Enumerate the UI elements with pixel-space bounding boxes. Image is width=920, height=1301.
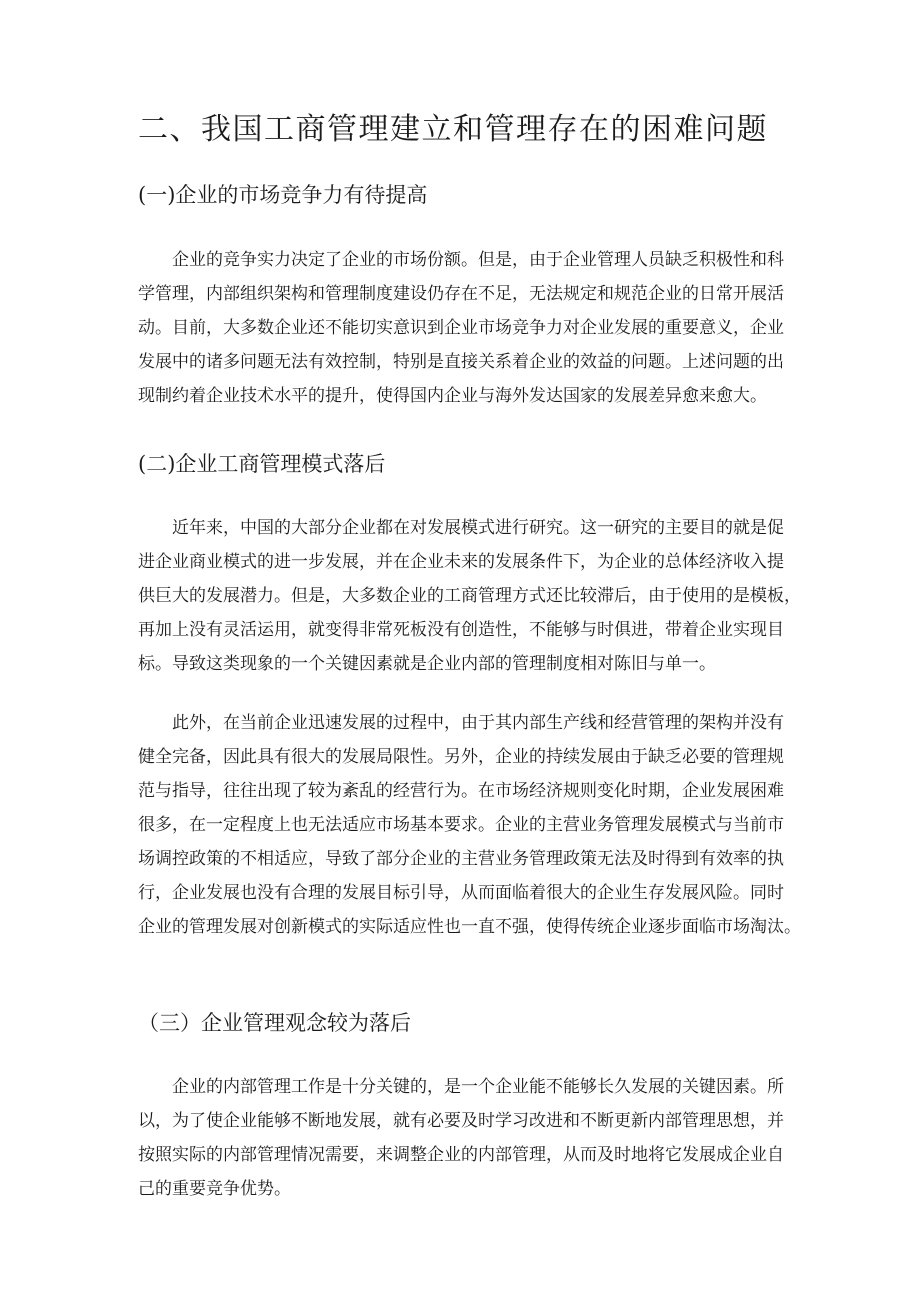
- paragraph-line: 企业的竞争实力决定了企业的市场份额。但是，由于企业管理人员缺乏积极性和科: [172, 250, 784, 270]
- section-3-paragraph-1: [138, 1070, 784, 1206]
- section-1-paragraph-1: [138, 243, 784, 413]
- paragraph-line: 企业的管理发展对创新模式的实际适应性也一直不强，使得传统企业逐步面临市场淘汰。: [138, 917, 801, 937]
- paragraph-line: 己的重要竞争优势。: [138, 1179, 291, 1199]
- paragraph-line: 标。导致这类现象的一个关键因素就是企业内部的管理制度相对陈旧与单一。: [138, 654, 716, 674]
- paragraph-line: 此外，在当前企业迅速发展的过程中，由于其内部生产线和经营管理的架构并没有: [172, 713, 784, 733]
- paragraph-line: 健全完备，因此具有很大的发展局限性。另外，企业的持续发展由于缺乏必要的管理规: [138, 747, 784, 767]
- paragraph-line: 企业的内部管理工作是十分关键的，是一个企业能不能够长久发展的关键因素。所: [172, 1077, 784, 1097]
- paragraph-line: 行，企业发展也没有合理的发展目标引导，从而面临着很大的企业生存发展风险。同时: [138, 883, 784, 903]
- paragraph-line: 供巨大的发展潜力。但是，大多数企业的工商管理方式还比较滞后，由于使用的是模板，: [138, 586, 801, 606]
- paragraph-line: 现制约着企业技术水平的提升，使得国内企业与海外发达国家的发展差异愈来愈大。: [138, 386, 767, 406]
- section-2-paragraph-2: [138, 706, 801, 944]
- paragraph-line: 近年来，中国的大部分企业都在对发展模式进行研究。这一研究的主要目的就是促: [172, 518, 784, 538]
- page-title: 二、我国工商管理建立和管理存在的困难问题: [138, 112, 768, 147]
- paragraph-line: 发展中的诸多问题无法有效控制，特别是直接关系着企业的效益的问题。上述问题的出: [138, 352, 784, 372]
- paragraph-line: 范与指导，往往出现了较为紊乱的经营行为。在市场经济规则变化时期，企业发展困难: [138, 781, 784, 801]
- section-2-paragraph-1: [138, 511, 801, 681]
- section-heading-2: (二)企业工商管理模式落后: [138, 452, 386, 476]
- paragraph-line: 动。目前，大多数企业还不能切实意识到企业市场竞争力对企业发展的重要意义，企业: [138, 318, 784, 338]
- paragraph-line: 场调控政策的不相适应，导致了部分企业的主营业务管理政策无法及时得到有效率的执: [138, 849, 784, 869]
- paragraph-line: 学管理，内部组织架构和管理制度建设仍存在不足，无法规定和规范企业的日常开展活: [138, 284, 784, 304]
- paragraph-line: 按照实际的内部管理情况需要，来调整企业的内部管理，从而及时地将它发展成企业自: [138, 1145, 784, 1165]
- section-heading-3: （三）企业管理观念较为落后: [138, 1011, 411, 1035]
- paragraph-line: 再加上没有灵活运用，就变得非常死板没有创造性，不能够与时俱进，带着企业实现目: [138, 620, 784, 640]
- paragraph-line: 以，为了使企业能够不断地发展，就有必要及时学习改进和不断更新内部管理思想，并: [138, 1111, 784, 1131]
- paragraph-line: 很多，在一定程度上也无法适应市场基本要求。企业的主营业务管理发展模式与当前市: [138, 815, 784, 835]
- section-heading-1: (一)企业的市场竞争力有待提高: [138, 183, 428, 207]
- paragraph-line: 进企业商业模式的进一步发展，并在企业未来的发展条件下，为企业的总体经济收入提: [138, 552, 784, 572]
